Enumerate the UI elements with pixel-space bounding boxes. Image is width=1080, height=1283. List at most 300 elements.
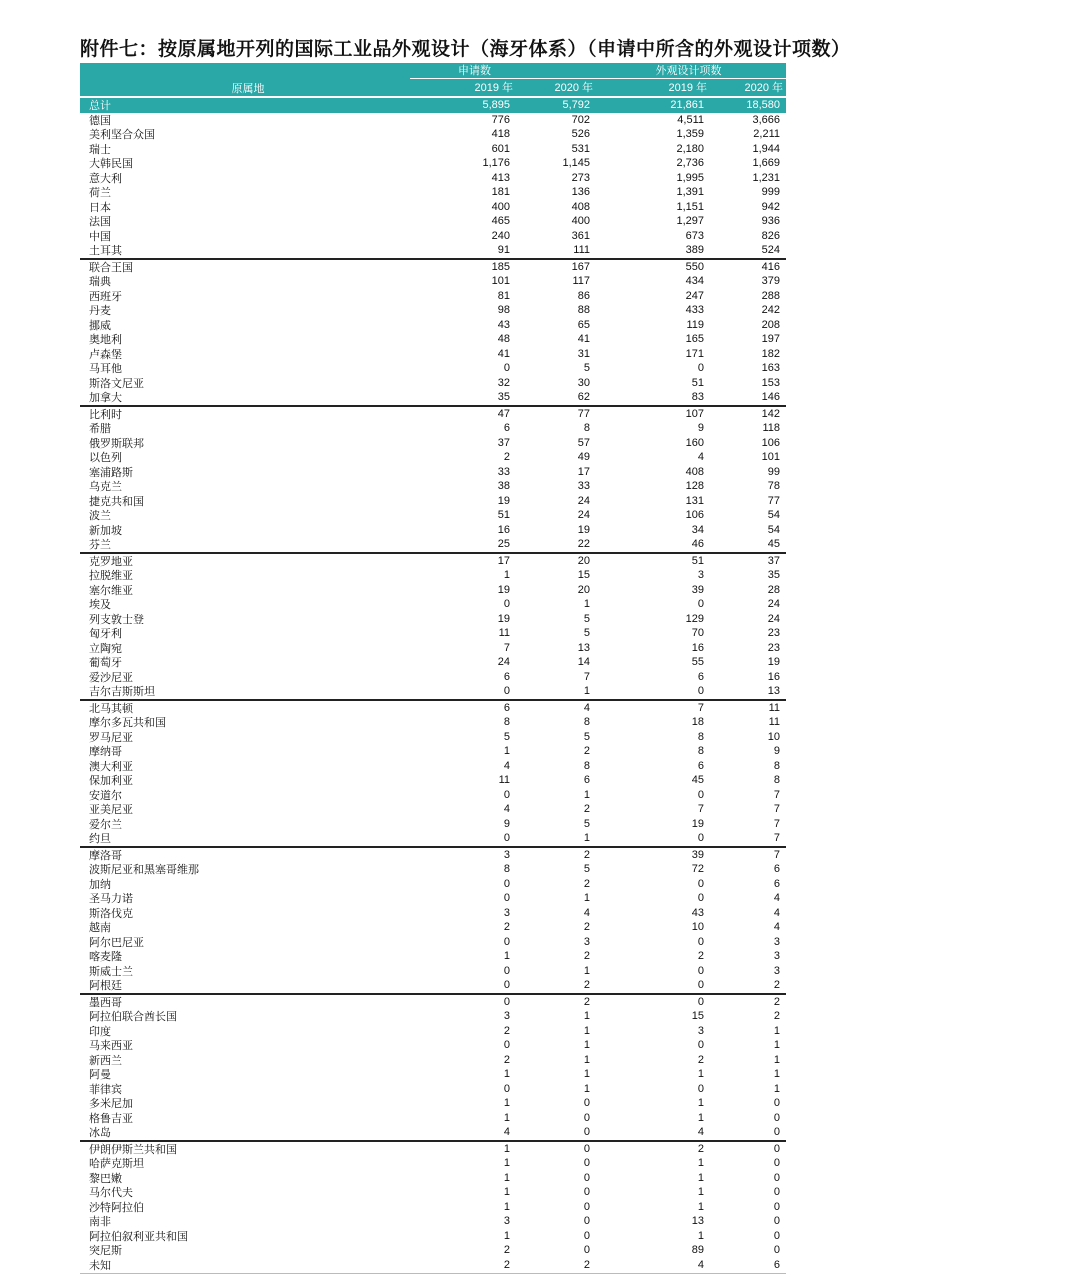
applications-2020-cell: 5,792: [516, 97, 596, 113]
applications-2019-cell: 4: [503, 1126, 510, 1139]
designs-2020-cell: 1: [773, 1068, 780, 1081]
designs-2019-cell: 131: [685, 494, 704, 507]
origin-name-cell: 匈牙利: [89, 627, 122, 641]
table-row: [80, 788, 786, 803]
designs-2020-cell: 0: [710, 1141, 786, 1157]
designs-2019-cell: 107: [596, 406, 710, 422]
origin-name-cell: 斯威士兰: [89, 964, 133, 978]
designs-2019-cell: 72: [691, 863, 704, 876]
designs-2019-cell: 2,736: [676, 157, 704, 170]
designs-2019-cell: 1: [697, 1171, 704, 1184]
applications-2019-cell: 0: [503, 362, 510, 375]
table-row: [80, 832, 786, 848]
table-row: [80, 685, 786, 701]
designs-2019-cell: 2,180: [676, 142, 704, 155]
origin-name-cell: 克罗地亚: [80, 553, 410, 569]
table-row: [80, 1024, 786, 1039]
table-row: [80, 950, 786, 965]
applications-2020-cell: 1: [583, 1024, 590, 1037]
origin-name-cell: 马来西亚: [89, 1039, 133, 1053]
applications-2020-cell: 1: [583, 1010, 590, 1023]
designs-2019-cell: 389: [685, 244, 704, 257]
origin-name-cell: 摩尔多瓦共和国: [89, 716, 166, 730]
designs-2019-cell: 51: [596, 553, 710, 569]
origin-name-cell: 立陶宛: [89, 641, 122, 655]
applications-2019-cell: 35: [497, 391, 510, 404]
designs-2020-cell: 3: [773, 950, 780, 963]
designs-2020-cell: 1,231: [752, 171, 780, 184]
applications-2019-cell: 19: [497, 494, 510, 507]
designs-2019-cell: 1: [697, 1097, 704, 1110]
applications-2019-cell: 1: [503, 1229, 510, 1242]
designs-2020-cell: 4: [773, 921, 780, 934]
applications-2019-cell: 418: [491, 128, 510, 141]
designs-2019-cell: 1: [697, 1186, 704, 1199]
table-row: [80, 318, 786, 333]
designs-2020-header: 2020 年: [710, 79, 786, 98]
applications-2019-cell: 185: [410, 259, 516, 275]
applications-2020-cell: 1: [583, 598, 590, 611]
applications-2019-cell: 1: [503, 1157, 510, 1170]
origin-name-cell: 中国: [89, 229, 111, 243]
applications-2019-cell: 19: [497, 612, 510, 625]
origin-name-cell: 西班牙: [89, 289, 122, 303]
origin-name-cell: 意大利: [89, 171, 122, 185]
designs-2019-cell: 18: [691, 716, 704, 729]
designs-2019-cell: 4: [697, 1126, 704, 1139]
table-row: [80, 1068, 786, 1083]
applications-2019-cell: 0: [503, 598, 510, 611]
applications-2020-cell: 0: [583, 1229, 590, 1242]
table-row: [80, 817, 786, 832]
table-row: [80, 1097, 786, 1112]
origin-name-cell: 总计: [80, 97, 410, 113]
applications-2019-cell: 3: [503, 906, 510, 919]
applications-2020-cell: 77: [516, 406, 596, 422]
applications-2019-cell: 43: [497, 318, 510, 331]
designs-2019-cell: 51: [691, 376, 704, 389]
origin-name-cell: 亚美尼亚: [89, 803, 133, 817]
origin-name-cell: 冰岛: [89, 1126, 111, 1140]
designs-2019-cell: 128: [685, 480, 704, 493]
designs-2020-cell: 23: [767, 641, 780, 654]
table-row: [80, 1111, 786, 1126]
designs-2019-cell: 7: [697, 803, 704, 816]
designs-2020-cell: 197: [761, 333, 780, 346]
designs-2019-cell: 70: [691, 627, 704, 640]
applications-2020-cell: 1: [583, 832, 590, 845]
designs-2019-cell: 21,861: [596, 97, 710, 113]
designs-2019-cell: 0: [697, 964, 704, 977]
document-title: 附件七：按原属地开列的国际工业品外观设计（海牙体系）（申请中所含的外观设计项数）: [80, 38, 851, 60]
origin-name-cell: 摩洛哥: [80, 847, 410, 863]
table-row: [80, 333, 786, 348]
applications-2020-cell: 167: [516, 259, 596, 275]
designs-2019-cell: 0: [697, 832, 704, 845]
designs-2020-cell: 936: [761, 215, 780, 228]
origin-name-cell: 阿拉伯叙利亚共和国: [89, 1229, 188, 1243]
table-row: [80, 406, 786, 422]
applications-2019-cell: 413: [491, 171, 510, 184]
table-row: [80, 759, 786, 774]
applications-column-group: 申请数: [410, 63, 596, 79]
origin-name-cell: 波斯尼亚和黑塞哥维那: [89, 863, 199, 877]
table-row: [80, 142, 786, 157]
table-row: [80, 892, 786, 907]
table-row: [80, 451, 786, 466]
applications-2020-cell: 273: [571, 171, 590, 184]
applications-2019-cell: 17: [410, 553, 516, 569]
designs-2019-cell: 433: [685, 304, 704, 317]
designs-2019-cell: 1: [697, 1157, 704, 1170]
designs-2019-cell: 8: [697, 745, 704, 758]
designs-2020-cell: 0: [773, 1111, 780, 1124]
designs-2019-cell: 171: [685, 347, 704, 360]
designs-2019-cell: 16: [691, 641, 704, 654]
origin-name-cell: 斯洛文尼亚: [89, 376, 144, 390]
applications-2020-cell: 136: [571, 186, 590, 199]
origin-name-cell: 圣马力诺: [89, 892, 133, 906]
table-row: [80, 1244, 786, 1259]
applications-2019-cell: 1: [503, 569, 510, 582]
designs-2019-cell: 1,297: [676, 215, 704, 228]
designs-2020-cell: 942: [761, 200, 780, 213]
origin-name-cell: 越南: [89, 921, 111, 935]
designs-2020-cell: 106: [761, 436, 780, 449]
table-row: [80, 376, 786, 391]
designs-2020-cell: 142: [710, 406, 786, 422]
table-row: [80, 627, 786, 642]
applications-2019-cell: 2: [503, 1053, 510, 1066]
designs-2019-cell: 119: [686, 318, 704, 331]
applications-2020-cell: 5: [583, 730, 590, 743]
applications-2019-cell: 1: [503, 950, 510, 963]
table-row: [80, 494, 786, 509]
origin-name-cell: 列支敦士登: [89, 612, 144, 626]
designs-2019-cell: 0: [596, 994, 710, 1010]
designs-2020-cell: 242: [761, 304, 780, 317]
designs-2020-cell: 379: [761, 275, 780, 288]
origin-name-cell: 奥地利: [89, 333, 122, 347]
table-row: [80, 1010, 786, 1025]
applications-2020-cell: 2: [583, 745, 590, 758]
header-row-groups: [80, 63, 786, 79]
origin-name-cell: 哈萨克斯坦: [89, 1157, 144, 1171]
applications-2019-cell: 2: [503, 921, 510, 934]
applications-2019-cell: 47: [410, 406, 516, 422]
designs-2020-cell: 288: [761, 289, 780, 302]
designs-2020-cell: 7: [773, 832, 780, 845]
applications-2020-cell: 1: [583, 685, 590, 698]
applications-2019-cell: 41: [497, 347, 510, 360]
origin-name-cell: 爱沙尼亚: [89, 670, 133, 684]
applications-2020-cell: 4: [583, 906, 590, 919]
designs-2020-cell: 1,669: [752, 157, 780, 170]
designs-2020-cell: 153: [761, 376, 780, 389]
applications-2019-cell: 24: [497, 656, 510, 669]
applications-2020-cell: 8: [583, 422, 590, 435]
applications-2019-cell: 5: [503, 730, 510, 743]
designs-2019-cell: 160: [685, 436, 704, 449]
applications-2020-cell: 1: [583, 1053, 590, 1066]
table-row: [80, 200, 786, 215]
table-row: [80, 979, 786, 995]
designs-2019-cell: 10: [691, 921, 704, 934]
applications-2020-cell: 17: [577, 465, 590, 478]
designs-2019-cell: 1,995: [676, 171, 704, 184]
table-row: [80, 994, 786, 1010]
applications-2020-header: 2020 年: [516, 79, 596, 98]
origin-name-cell: 卢森堡: [89, 347, 122, 361]
applications-2019-cell: 8: [503, 716, 510, 729]
origin-name-cell: 荷兰: [89, 186, 111, 200]
designs-2020-cell: 10: [767, 730, 780, 743]
applications-2020-cell: 14: [577, 656, 590, 669]
table-row: [80, 157, 786, 172]
table-row: [80, 465, 786, 480]
table-row: [80, 523, 786, 538]
origin-name-cell: 瑞士: [89, 142, 111, 156]
designs-2020-cell: 0: [773, 1215, 780, 1228]
designs-2020-cell: 7: [773, 788, 780, 801]
applications-2019-cell: 4: [503, 803, 510, 816]
designs-2019-cell: 6: [697, 759, 704, 772]
designs-2019-cell: 4,511: [677, 113, 704, 126]
designs-2019-cell: 0: [697, 598, 704, 611]
table-row: [80, 730, 786, 745]
designs-2020-cell: 3: [773, 935, 780, 948]
designs-2019-cell: 39: [691, 583, 704, 596]
applications-2019-cell: 51: [497, 509, 510, 522]
designs-2020-cell: 54: [767, 509, 780, 522]
table-row: [80, 612, 786, 627]
applications-2019-cell: 19: [497, 583, 510, 596]
designs-2019-cell: 43: [691, 906, 704, 919]
designs-2019-cell: 19: [691, 817, 704, 830]
origin-name-cell: 挪威: [89, 318, 111, 332]
designs-2020-cell: 2: [710, 994, 786, 1010]
designs-2019-cell: 0: [697, 362, 704, 375]
designs-2019-cell: 15: [691, 1010, 704, 1023]
designs-2020-cell: 0: [773, 1126, 780, 1139]
designs-2019-cell: 408: [685, 465, 704, 478]
designs-2020-cell: 4: [773, 892, 780, 905]
origin-name-cell: 黎巴嫩: [89, 1171, 122, 1185]
origin-name-cell: 芬兰: [89, 538, 111, 552]
designs-2020-cell: 0: [773, 1171, 780, 1184]
designs-2020-cell: 1,944: [752, 142, 780, 155]
designs-2020-cell: 1: [773, 1082, 780, 1095]
origin-name-cell: 喀麦隆: [89, 950, 122, 964]
origin-name-cell: 法国: [89, 215, 111, 229]
designs-2020-cell: 3,666: [752, 113, 780, 126]
applications-2020-cell: 1: [583, 1082, 590, 1095]
origin-name-cell: 斯洛伐克: [89, 906, 133, 920]
table-row: [80, 921, 786, 936]
applications-2019-cell: 2: [503, 451, 510, 464]
designs-2020-cell: 1: [773, 1024, 780, 1037]
origin-name-cell: 安道尔: [89, 788, 122, 802]
designs-2019-cell: 673: [685, 229, 704, 242]
designs-2019-cell: 9: [697, 422, 704, 435]
applications-2019-cell: 240: [491, 229, 510, 242]
origin-name-cell: 塞尔维亚: [89, 583, 133, 597]
origin-name-cell: 马耳他: [89, 362, 122, 376]
applications-2020-cell: 5: [583, 627, 590, 640]
designs-2019-cell: 8: [697, 730, 704, 743]
applications-2019-cell: 400: [491, 200, 510, 213]
table-row: [80, 538, 786, 554]
applications-2019-cell: 181: [491, 186, 510, 199]
table-row: [80, 229, 786, 244]
designs-2020-cell: 416: [710, 259, 786, 275]
designs-2020-cell: 1: [773, 1039, 780, 1052]
designs-2019-cell: 0: [697, 892, 704, 905]
table-row: [80, 774, 786, 789]
applications-2020-cell: 5: [583, 362, 590, 375]
designs-2019-cell: 13: [691, 1215, 704, 1228]
designs-2019-cell: 129: [685, 612, 704, 625]
origin-name-cell: 新加坡: [89, 523, 122, 537]
origin-name-cell: 阿曼: [89, 1068, 111, 1082]
designs-2020-cell: 7: [773, 803, 780, 816]
applications-2019-cell: 9: [503, 817, 510, 830]
applications-2020-cell: 5: [583, 612, 590, 625]
origin-name-cell: 波兰: [89, 509, 111, 523]
applications-2019-cell: 2: [503, 1024, 510, 1037]
designs-2020-cell: 101: [761, 451, 780, 464]
origin-name-cell: 突尼斯: [89, 1244, 122, 1258]
table-row: [80, 275, 786, 290]
origin-name-cell: 联合王国: [80, 259, 410, 275]
applications-2019-cell: 16: [497, 523, 510, 536]
table-row: [80, 244, 786, 260]
table-row: [80, 509, 786, 524]
designs-2020-cell: 19: [767, 656, 780, 669]
table-row: [80, 1215, 786, 1230]
origin-name-cell: 未知: [80, 1258, 410, 1273]
designs-2020-cell: 28: [767, 583, 780, 596]
origin-name-cell: 吉尔吉斯斯坦: [89, 685, 155, 699]
applications-2020-cell: 65: [577, 318, 590, 331]
origin-name-cell: 俄罗斯联邦: [89, 436, 144, 450]
origin-name-cell: 保加利亚: [89, 774, 133, 788]
applications-2020-cell: 2: [583, 950, 590, 963]
applications-2020-cell: 8: [583, 759, 590, 772]
designs-2020-cell: 8: [773, 759, 780, 772]
applications-2020-cell: 5: [583, 817, 590, 830]
table-row: [80, 259, 786, 275]
origin-name-cell: 多米尼加: [89, 1097, 133, 1111]
designs-2020-cell: 999: [761, 186, 780, 199]
origin-name-cell: 澳大利亚: [89, 759, 133, 773]
applications-2020-cell: 24: [577, 509, 590, 522]
table-row: [80, 1082, 786, 1097]
table-row: [80, 422, 786, 437]
designs-2020-cell: 24: [767, 612, 780, 625]
applications-2019-cell: 1,176: [482, 157, 510, 170]
designs-2019-cell: 1: [697, 1229, 704, 1242]
designs-2019-cell: 55: [691, 656, 704, 669]
designs-2019-cell: 2: [596, 1141, 710, 1157]
designs-2020-cell: 146: [761, 391, 780, 404]
designs-2020-cell: 54: [767, 523, 780, 536]
origin-name-cell: 比利时: [80, 406, 410, 422]
applications-2019-cell: 3: [410, 847, 516, 863]
designs-2020-cell: 2: [773, 1010, 780, 1023]
table-row: [80, 656, 786, 671]
designs-2019-header: 2019 年: [596, 79, 710, 98]
table-row: [80, 1157, 786, 1172]
applications-2020-cell: 1: [583, 892, 590, 905]
designs-column-group: 外观设计项数: [596, 63, 786, 79]
applications-2019-cell: 25: [497, 538, 510, 551]
table-row: [80, 1200, 786, 1215]
statistics-table: [80, 63, 786, 1274]
applications-2020-cell: 13: [577, 641, 590, 654]
table-row: [80, 745, 786, 760]
applications-2020-cell: 24: [577, 494, 590, 507]
applications-2020-cell: 20: [577, 583, 590, 596]
designs-2020-cell: 11: [768, 716, 780, 729]
origin-name-cell: 加纳: [89, 877, 111, 891]
applications-2019-cell: 0: [503, 685, 510, 698]
applications-2019-cell: 0: [503, 832, 510, 845]
designs-2020-cell: 13: [767, 685, 780, 698]
applications-2019-cell: 0: [503, 1039, 510, 1052]
designs-2020-cell: 0: [773, 1186, 780, 1199]
applications-2020-cell: 15: [577, 569, 590, 582]
applications-2020-cell: 86: [577, 289, 590, 302]
applications-2019-cell: 5,895: [410, 97, 516, 113]
applications-2019-cell: 1: [410, 1141, 516, 1157]
origin-name-cell: 阿拉伯联合酋长国: [89, 1010, 177, 1024]
applications-2020-cell: 41: [577, 333, 590, 346]
designs-2020-cell: 78: [767, 480, 780, 493]
applications-2019-cell: 11: [498, 627, 510, 640]
applications-2020-cell: 0: [583, 1244, 590, 1257]
designs-2019-cell: 1: [697, 1068, 704, 1081]
designs-2020-cell: 163: [761, 362, 780, 375]
origin-name-cell: 新西兰: [89, 1053, 122, 1067]
applications-2019-cell: 0: [503, 788, 510, 801]
table-row: [80, 1053, 786, 1068]
designs-2019-cell: 83: [691, 391, 704, 404]
applications-2020-cell: 31: [577, 347, 590, 360]
applications-2020-cell: 8: [583, 716, 590, 729]
applications-2020-cell: 30: [577, 376, 590, 389]
designs-2020-cell: 16: [767, 670, 780, 683]
applications-2019-cell: 91: [497, 244, 510, 257]
designs-2020-cell: 2: [773, 979, 780, 992]
table-row: [80, 598, 786, 613]
applications-2019-cell: 38: [497, 480, 510, 493]
applications-2020-cell: 408: [571, 200, 590, 213]
designs-2019-cell: 34: [691, 523, 704, 536]
origin-name-cell: 加拿大: [89, 391, 122, 405]
applications-2019-cell: 1: [503, 745, 510, 758]
designs-2020-cell: 118: [762, 422, 780, 435]
designs-2019-cell: 165: [685, 333, 704, 346]
designs-2019-cell: 434: [685, 275, 704, 288]
applications-2019-cell: 11: [498, 774, 510, 787]
designs-2019-cell: 3: [697, 1024, 704, 1037]
table-row: [80, 1229, 786, 1244]
applications-2020-cell: 111: [573, 244, 590, 257]
applications-2020-cell: 2: [583, 979, 590, 992]
applications-2019-cell: 48: [497, 333, 510, 346]
designs-2019-cell: 3: [697, 569, 704, 582]
